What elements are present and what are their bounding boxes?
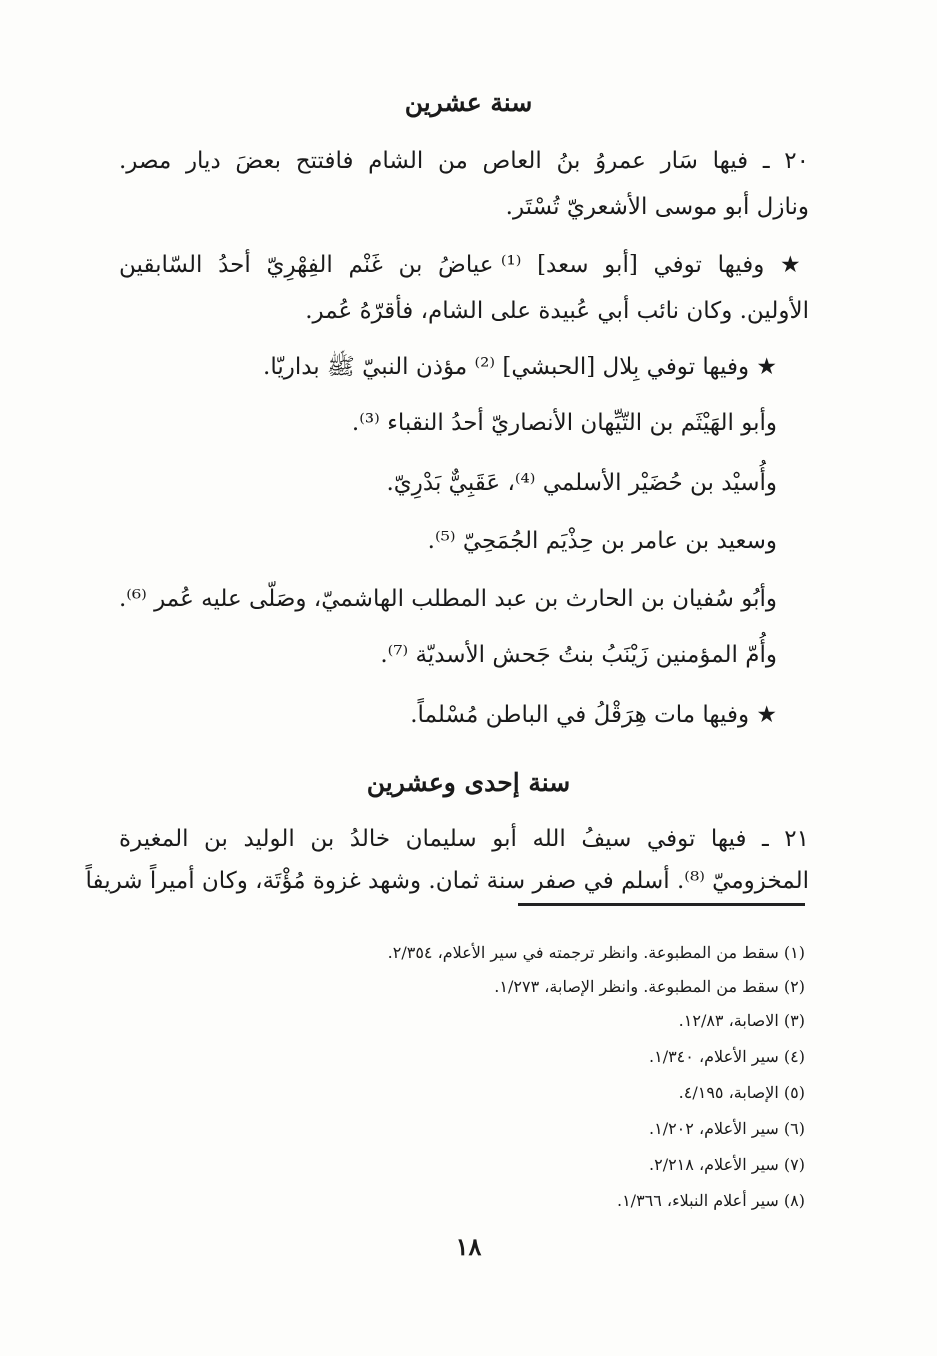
footnote: (٦) سير الأعلام، ١/٢٠٢.: [649, 1119, 805, 1138]
section-heading-year-21: سنة إحدى وعشرين: [366, 768, 571, 797]
text-line: الأولين. وكان نائب أبي عُبيدة على الشام، فأقرّهُ عُمر.: [305, 298, 809, 324]
text-line: وسعيد بن عامر بن حِذْيَم الجُمَحِيّ ⁽⁵⁾.: [427, 528, 777, 554]
text-line: ★ وفيها توفي بِلال [الحبشي] ⁽²⁾ مؤذن النبيّ ﷺ بداريّا.: [263, 354, 777, 380]
footnote: (٧) سير الأعلام، ٢/٢١٨.: [649, 1155, 805, 1174]
footnote: (٤) سير الأعلام، ١/٣٤٠.: [649, 1047, 805, 1066]
text-line: ★ وفيها توفي [أبو سعد] ⁽¹⁾ عياضُ بن غَنْم الفِهْرِيّ أحدُ السّابقين: [119, 252, 809, 278]
footnote: (٨) سير أعلام النبلاء، ١/٣٦٦.: [616, 1191, 805, 1210]
text-line: ٢٠ ـ فيها سَار عمروُ بنُ العاص من الشام فافتتح بعضَ ديار مصر.: [119, 148, 809, 174]
text-line: المخزوميّ ⁽⁸⁾. أسلم في صفر سنة ثمان. وشهد غزوة مُؤْتَة، وكان أميراً شريفاً: [85, 868, 809, 894]
footnote: (٥) الإصابة، ٤/١٩٥.: [678, 1083, 805, 1102]
text-line: وأُمّ المؤمنين زَيْنَبُ بنتُ جَحش الأسديّة ⁽⁷⁾.: [380, 642, 777, 668]
footnote: (٢) سقط من المطبوعة. وانظر الإصابة، ١/٢٧٣.: [494, 977, 805, 996]
footnote: (١) سقط من المطبوعة. وانظر ترجمته في سير الأعلام، ٢/٣٥٤.: [387, 943, 805, 962]
text-line: وأُسيْد بن حُضَيْر الأسلمي ⁽⁴⁾، عَقَبِيٌّ بَدْرِيّ.: [386, 470, 777, 496]
text-line: ونازل أبو موسى الأشعريّ تُسْتَر.: [505, 194, 809, 220]
text-line: وأبو الهَيْثَم بن التّيِّهان الأنصاريّ أحدُ النقباء ⁽³⁾.: [351, 410, 777, 436]
footnote-separator: [518, 903, 805, 906]
page-number: ١٨: [455, 1232, 482, 1261]
text-line: وأبُو سُفيان بن الحارث بن عبد المطلب الهاشميّ، وصَلّى عليه عُمر ⁽⁶⁾.: [118, 586, 777, 612]
footnote: (٣) الاصابة، ١٢/٨٣.: [678, 1011, 805, 1030]
text-line: ٢١ ـ فيها توفي سيفُ الله أبو سليمان خالدُ بن الوليد بن المغيرة: [119, 826, 809, 852]
section-heading-year-20: سنة عشرين: [404, 88, 533, 117]
text-line: ★ وفيها مات هِرَقْلُ في الباطن مُسْلماً.: [410, 702, 777, 728]
